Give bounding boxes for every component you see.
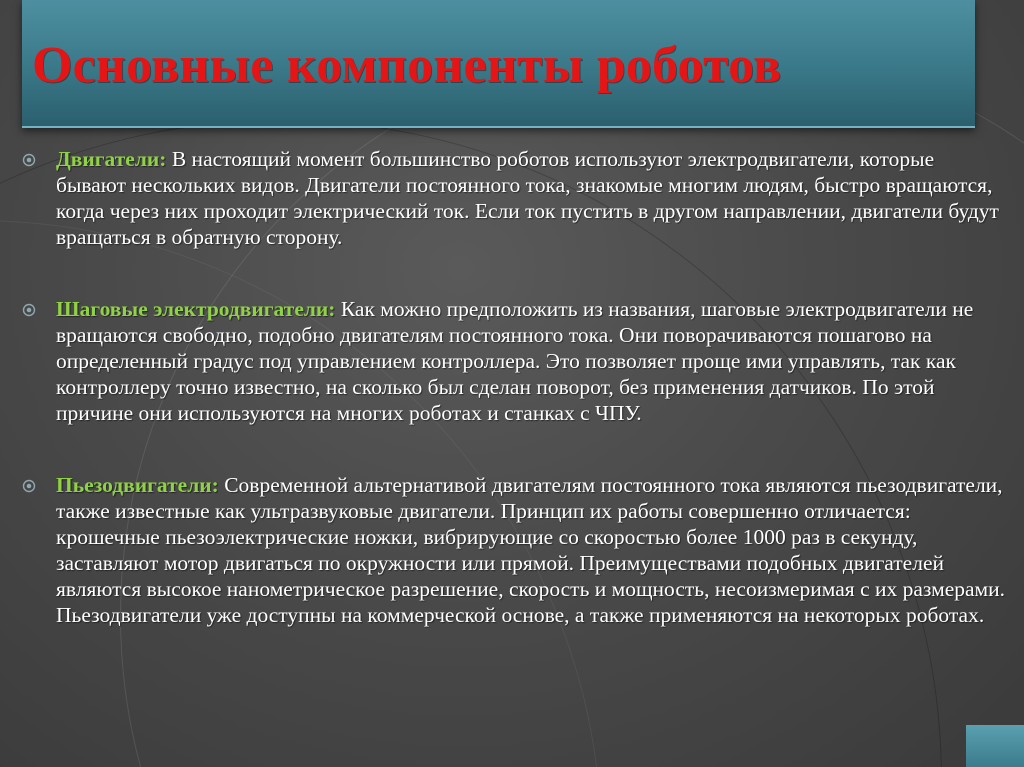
bullet-list (22, 146, 1007, 628)
circle-bullet-icon (22, 153, 36, 167)
bullet-text: Как можно предположить из названия, шаговые электродвигатели не вращаются свободно, подобно двигателям постоянного тока. Они поворачиваются пошагово на определенный градус под управлением контроллера. Это позволяет проще ими управлять, так как контроллеру точно известно, на сколько был сделан поворот, без применения датчиков. По этой причине они используются на многих роботах и станках с ЧПУ. (56, 297, 974, 425)
title-bar (22, 0, 975, 128)
corner-accent (966, 725, 1024, 767)
circle-bullet-icon (22, 479, 36, 493)
bullet-item-piezo-motors (22, 472, 1007, 628)
bullet-term: Двигатели: (56, 147, 167, 171)
bullet-item-stepper-motors (22, 296, 1007, 426)
slide-title: Основные компоненты роботов (32, 37, 782, 94)
bullet-item-motors (22, 146, 1007, 250)
bullet-term: Шаговые электродвигатели: (56, 297, 336, 321)
bullet-term: Пьезодвигатели: (56, 473, 219, 497)
bullet-text: Современной альтернативой двигателям постоянного тока являются пьезодвигатели, также известные как ультразвуковые двигатели. Принцип их работы совершенно отличается: крошечные пьезоэлектрические ножки, вибрирующие со скоростью более 1000 раз в секунду, заставляют мотор двигаться по окружности или прямой. Преимуществами подобных двигателей являются высокое нанометрическое разрешение, скорость и мощность, несоизмеримая с их размерами. Пьезодвигатели уже доступны на коммерческой основе, а также применяются на некоторых роботах. (56, 473, 1006, 627)
bullet-text: В настоящий момент большинство роботов используют электродвигатели, которые бывают нескольких видов. Двигатели постоянного тока, знакомые многим людям, быстро вращаются, когда через них проходит электрический ток. Если ток пустить в другом направлении, двигатели будут вращаться в обратную сторону. (56, 147, 999, 249)
circle-bullet-icon (22, 303, 36, 317)
